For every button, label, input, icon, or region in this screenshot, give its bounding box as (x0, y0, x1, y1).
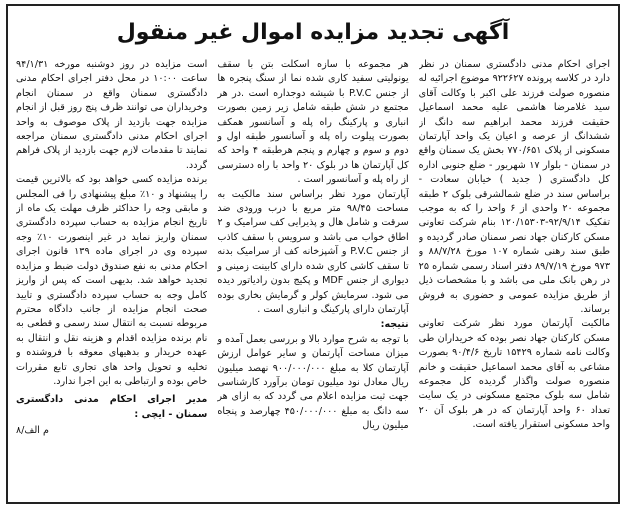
column-right-paragraph-1: اجرای احکام مدنی دادگستری سمنان در نظر دارد در کلاسه پرونده ۹۲۲۶۲۷ موضوع اجرائیه له منصوره صولت فرزند علی اکبر با وکالت آقای سید غلامرضا هاشمی علیه محمد اسماعیل حقیقت فرزند محمد ابراهیم سه دانگ از ششدانگ از عرصه و اعیان یک واحد آپارتمان مسکونی از پلاک ۷۷۰/۶۵۱ بخش یک سمنان واقع در سمنان - بلوار ۱۷ شهریور - ضلع جنوبی اداره کل دادگستری ( جدید ) خیابان سعادت - براساس سند در ضلع شمالشرقی بلوک ۲ طبقه مجموعه ۲۰ واحدی از ۶ واحد را که به موجب تفکیک ۹۲/۹/۱۴-۱۲۰/۱۵۳۰۳ بنام شرکت تعاونی مسکن کارکنان جهاد نصر سمنان صادر گردیده و طبق سند رهنی شماره ۱۰۷ مورخ ۸۸/۷/۲۸ و ۹۷۳ مورخ ۸۹/۷/۱۹ دفتر اسناد رسمی شماره ۲۵ در رهن بانک ملی می باشد و با مشخصات ذیل از طریق مزایده عمومی و حضوری به فروش برساند. (418, 59, 610, 315)
column-right-paragraph-2: مالکیت آپارتمان مورد نظر شرکت تعاونی مسکن کارکنان جهاد نصر بوده که خریداران طی وکالت نامه شماره ۱۵۴۲۹ تاریخ ۹۰/۴/۶ بصورت مشاعی به آقای محمد اسماعیل حقیقت و خانم منصوره صولت واگذار گردیده کل مجموعه شامل سه بلوک مجتمع مسکونی در یک سایت تعداد ۶۰ واحد آپارتمان که در هر بلوک آن ۲۰ واحد مسکونی استقرار یافته است. (418, 318, 610, 431)
column-middle-paragraph-1: هر مجموعه با سازه اسکلت بتن با سقف یونولیتی سفید کاری شده نما از سنگ پنجره ها از جنس P.V.C با شیشه دوجداره است .در هر مجتمع در شش طبقه شامل زیر زمین بصورت انباری و پارکینگ راه پله و آسانسور همکف بصورت پیلوت راه پله و آسانسور طبقه اول و دوم و سوم و چهارم و پنجم هرطبقه ۴ واحد که کل آپارتمان ها در بلوک ۲۰ واحد با راه دسترسی از راه پله و آسانسور است . (217, 59, 409, 186)
result-heading: نتیجه: (380, 319, 409, 331)
notice-frame (6, 4, 620, 504)
column-middle-paragraph-3: با توجه به شرح موارد بالا و بررسی بعمل آمده و میزان مساحت آپارتمان و سایر عوامل ارزش آپارتمان کلا به مبلغ ۹۰۰/۰۰۰/۰۰۰ نهصد میلیون ریال معادل نود میلیون تومان برآورد کارشناسی جهت ثبت مزایده اعلام می گردد که به ازای هر سه دانگ به مبلغ ۴۵۰/۰۰۰/۰۰۰ چهارصد و پنجاه میلیون ریال (217, 333, 409, 432)
column-left (16, 58, 207, 494)
notice-columns (16, 58, 610, 494)
notice-code: م الف/۸ (16, 425, 49, 437)
column-left-paragraph-1: است مزایده در روز دوشنبه مورخه ۹۴/۱/۳۱ ساعت ۱۰:۰۰ در محل دفتر اجرای احکام مدنی دادگستری سمنان واقع در سمنان انجام وخریداران می توانند ظرف پنج روز قبل از انجام مزایده جهت بازدید از پلاک موصوف به واحد اجرای احکام مدنی دادگستری سمنان مراجعه نمایند تا مقدمات لازم جهت بازدید از پلاک فراهم گردد. (16, 59, 208, 171)
notice-title: آگهی تجدید مزایده اموال غیر منقول (116, 20, 510, 45)
column-middle (217, 58, 408, 494)
column-right (419, 58, 610, 494)
column-middle-paragraph-2: آپارتمان مورد نظر براساس سند مالکیت به مساحت ۹۸/۴۵ متر مربع با درب ورودی ضد سرقت و شامل هال و پذیرایی کف سرامیک و ۲ اطاق خواب می باشد و سرویس با سقف کاذب از جنس P.V.C و آشپزخانه کف از سرامیک بدنه تا سقف کاشی کاری شده دارای کابینت زمینی و دیواری از جنس MDF و پکیج بدون رادیاتور دیده می شود. سرمایش کولر و گرمایش بخاری بوده آپارتمان دارای پارکینگ و انباری است . (217, 188, 409, 315)
column-left-paragraph-2: برنده مزایده کسی خواهد بود که بالاترین قیمت را پیشنهاد و ۱۰٪ مبلغ پیشنهادی را فی المجلس و مابقی وجه را حداکثر ظرف مهلت یک ماه از تاریخ انجام مزایده به حساب سپرده دادگستری سمنان واریز نماید در غیر اینصورت ۱۰٪ وجه سپرده وی در اجرای ماده ۱۳۹ قانون اجرای احکام مدنی به نفع صندوق دولت ضبط و مزایده تجدید خواهد شد. بدیهی است که پس از واریز کامل وجه به حساب سپرده دادگستری و تایید صحت انجام مزایده از جانب دادگاه محترم مربوطه نسبت به انتقال سند رسمی و قطعی به نام برنده مزایده اقدام و هزینه نقل و انتقال به عهده خریدار و بدهیهای معوقه با فروشنده و تخلیه و تحویل واحد های تجاری تابع مقررات خاص بوده و ارتباطی به این اجرا ندارد. (16, 174, 208, 387)
signature-line: مدیر اجرای احکام مدنی دادگستری سمنان - ایچی : (16, 394, 208, 420)
